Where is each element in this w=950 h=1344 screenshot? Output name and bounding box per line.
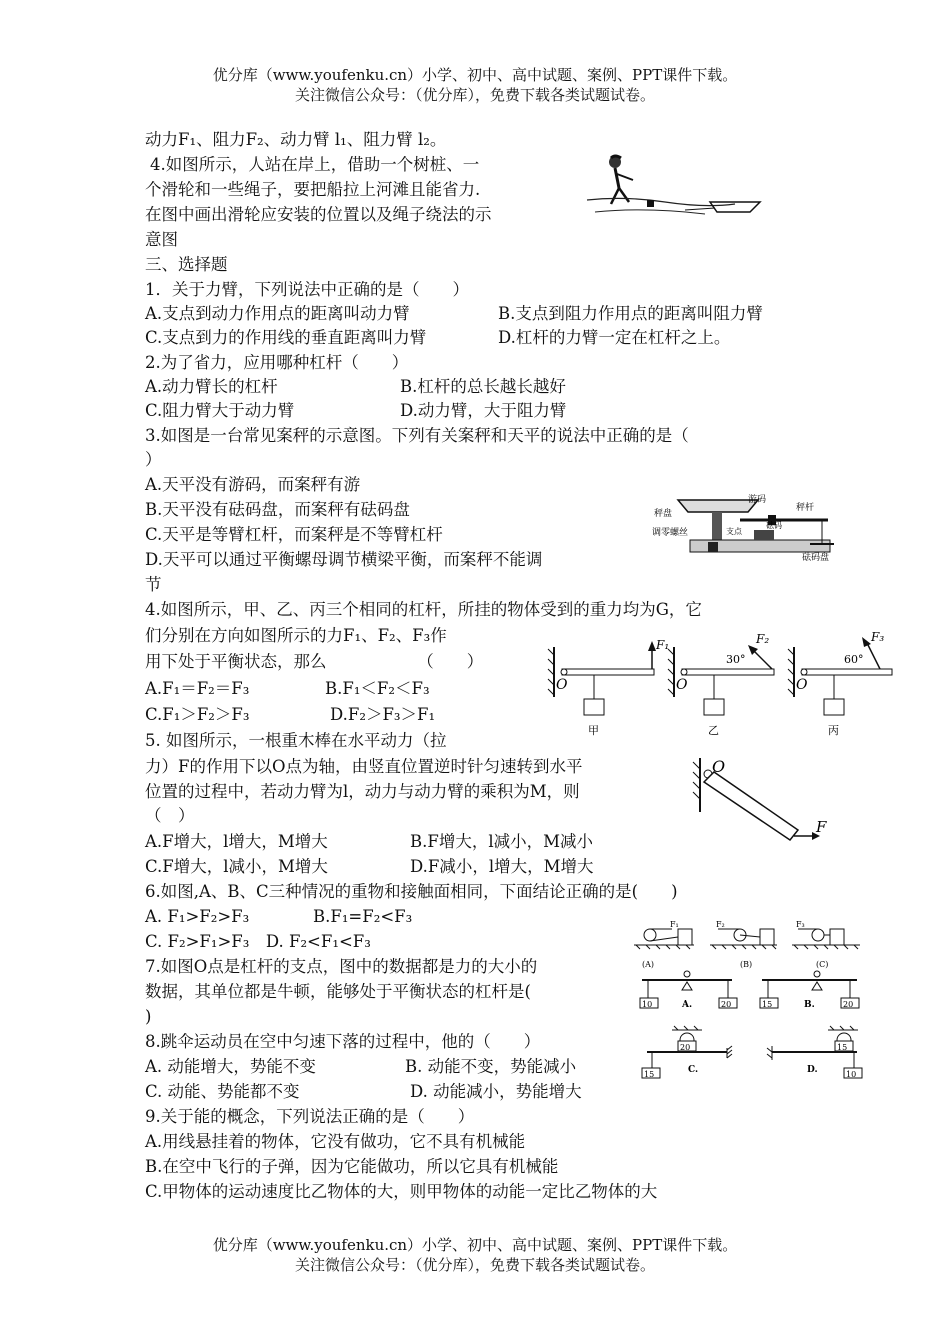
footer-line-1: 优分库（www.youfenku.cn）小学、初中、高中试题、案例、PPT课件下载。 (212, 1236, 738, 1254)
option-d: D.动力臂，大于阻力臂 (400, 401, 567, 420)
option-c: C. 动能、势能都不变 (145, 1082, 300, 1101)
option-a: A. 动能增大，势能不变 (145, 1057, 316, 1076)
lever-b (760, 971, 859, 1010)
text-line: 动力F₁、阻力F₂、动力臂 l₁、阻力臂 l₂。 (145, 130, 447, 149)
option-a: A.用线悬挂着的物体，它没有做功，它不具有机械能 (145, 1132, 526, 1151)
option-d: D.F减小，l增大，M增大 (410, 857, 594, 876)
option-d: D.杠杆的力臂一定在杠杆之上。 (498, 328, 731, 347)
text-line: 个滑轮和一些绳子，要把船拉上河滩且能省力. (145, 180, 481, 199)
label-d: D. (807, 1065, 818, 1075)
weight-c-left: 15 (644, 1070, 655, 1079)
weight-d-top: 15 (837, 1043, 848, 1052)
label-c: (C) (816, 960, 829, 969)
label-c: C. (688, 1065, 699, 1075)
option-d: D.F₂＞F₃＞F₁ (330, 705, 436, 724)
question-6: 6.如图,A、B、C三种情况的重物和接触面相同，下面结论正确的是( ) (145, 882, 678, 901)
rotating-rod-figure (690, 752, 840, 852)
pivot-label: O (796, 677, 808, 693)
question-5: 5. 如图所示，一根重木棒在水平动力（拉 (145, 731, 447, 750)
question-2: 2.为了省力，应用哪种杠杆（ ） (145, 353, 409, 372)
angle-30: 30° (726, 653, 746, 666)
weight-a-right: 20 (721, 1000, 732, 1009)
option-b: B.在空中飞行的子弹，因为它能做功，所以它具有机械能 (145, 1157, 559, 1176)
pulley-figure (632, 917, 862, 972)
boat-figure (585, 152, 765, 227)
option-a: A.天平没有游码，而案秤有游 (145, 475, 361, 494)
label-beam: 秤杆 (796, 503, 815, 513)
weight-c-top: 20 (680, 1043, 691, 1052)
option-d: D. 动能减小，势能增大 (410, 1082, 582, 1101)
weight-a-left: 10 (642, 1000, 653, 1009)
option-a: A.支点到动力作用点的距离叫动力臂 (145, 304, 410, 323)
text-line: 们分别在方向如图所示的力F₁、F₂、F₃作 (145, 626, 447, 645)
caption-yi: 乙 (708, 724, 719, 737)
caption-bing: 丙 (828, 724, 839, 737)
question-9: 9.关于能的概念，下列说法正确的是（ ） (145, 1107, 475, 1126)
pulley-a (634, 920, 694, 969)
question-1: 1．关于力臂，下列说法中正确的是（ ） (145, 280, 469, 299)
text-line: 力）F的作用下以O点为轴，由竖直位置逆时针匀速转到水平 (145, 757, 583, 776)
text-line: ) (145, 1007, 152, 1026)
label-b: (B) (740, 960, 753, 969)
option-b: B.F₁＜F₂＜F₃ (325, 679, 430, 698)
header-line-1: 优分库（www.youfenku.cn）小学、初中、高中试题、案例、PPT课件下载。 (212, 66, 738, 84)
pivot-label: O (556, 677, 568, 693)
lever-a (640, 971, 737, 1010)
weight-b-right: 20 (843, 1000, 854, 1009)
lever-c (642, 1026, 732, 1079)
three-levers-figure (544, 627, 894, 737)
pivot-label: O (676, 677, 688, 693)
text-line: 位置的过程中，若动力臂为l，动力与动力臂的乘积为M，则 (145, 782, 580, 801)
caption-jia: 甲 (588, 724, 599, 737)
question-7: 7.如图O点是杠杆的支点，图中的数据都是力的大小的 (145, 957, 538, 976)
option-b: B.F增大，l减小，M减小 (410, 832, 593, 851)
label-screw: 调零螺丝 (652, 528, 689, 538)
option-a: A.F₁＝F₂＝F₃ (145, 679, 250, 698)
force-label-f1: F₁ (656, 638, 670, 652)
lever-yi (668, 632, 774, 737)
weight-b-left: 15 (762, 1000, 773, 1009)
force-label: F (816, 818, 827, 836)
option-b: B.天平没有砝码盘，而案秤有砝码盘 (145, 500, 410, 519)
label-b: B. (804, 1000, 815, 1010)
force-label-f2: F₂ (756, 632, 770, 646)
option-b: B.F₁=F₂<F₃ (313, 907, 413, 926)
label-slider: 游码 (748, 495, 767, 505)
question-4: 4.如图所示，甲、乙、丙三个相同的杠杆，所挂的物体受到的重力均为G，它 (145, 600, 702, 619)
question-8: 8.跳伞运动员在空中匀速下落的过程中，他的（ ） (145, 1032, 541, 1051)
lever-jia (548, 638, 669, 737)
force-label-f2: F₂ (716, 920, 725, 929)
force-label-f3: F₃ (871, 630, 885, 644)
platform-scale-figure (650, 492, 850, 564)
text-line: 数据，其单位都是牛顿，能够处于平衡状态的杠杆是( (145, 982, 531, 1001)
pulley-b (710, 920, 777, 969)
label-weight: 砝码 (766, 521, 782, 530)
option-c: C.阻力臂大于动力臂 (145, 401, 295, 420)
option-d: D.天平可以通过平衡螺母调节横梁平衡，而案秤不能调 (145, 550, 543, 569)
option-b: B.杠杆的总长越长越好 (400, 377, 566, 396)
weight-d-right: 10 (846, 1070, 857, 1079)
text-line: ） (145, 450, 162, 469)
footer-line-2: 关注微信公众号：（优分库），免费下载各类试题试卷。 (294, 1256, 655, 1274)
text-line: 意图 (145, 230, 178, 249)
question-3: 3.如图是一台常见案秤的示意图。下列有关案秤和天平的说法中正确的是（ (145, 426, 689, 445)
force-label-f1: F₁ (670, 920, 679, 929)
text-line: （ ） (145, 806, 195, 825)
header-line-2: 关注微信公众号：（优分库），免费下载各类试题试卷。 (294, 86, 655, 104)
pulley-c (792, 920, 860, 969)
option-a: A.动力臂长的杠杆 (145, 377, 278, 396)
label-weight-pan: 砝码盘 (802, 553, 830, 563)
label-a: (A) (642, 960, 655, 969)
option-c: C.F₁＞F₂＞F₃ (145, 705, 250, 724)
text-line: 用下处于平衡状态，那么 （ ） (145, 652, 484, 671)
text-line: 在图中画出滑轮应安装的位置以及绳子绕法的示 (145, 205, 492, 224)
label-a: A. (682, 1000, 693, 1010)
option-c: C.天平是等臂杠杆，而案秤是不等臂杠杆 (145, 525, 443, 544)
option-a: A.F增大，l增大，M增大 (145, 832, 328, 851)
balance-levers-figure (632, 968, 872, 1083)
option-c: C.F增大，l减小，M增大 (145, 857, 328, 876)
option-a: A. F₁>F₂>F₃ (145, 907, 250, 926)
pivot-label: O (712, 757, 726, 776)
question-4-text: 4.如图所示，人站在岸上，借助一个树桩、一 (150, 155, 480, 174)
force-label-f3: F₃ (796, 920, 805, 929)
label-pivot: 支点 (726, 527, 742, 536)
angle-60: 60° (844, 653, 864, 666)
lever-bing (788, 630, 892, 737)
option-b: B. 动能不变，势能减小 (405, 1057, 577, 1076)
option-c: C.甲物体的运动速度比乙物体的大，则甲物体的动能一定比乙物体的大 (145, 1182, 658, 1201)
section-heading: 三、选择题 (145, 255, 228, 274)
option-cd: C. F₂>F₁>F₃ D. F₂<F₁<F₃ (145, 932, 371, 951)
text-line: 节 (145, 575, 162, 594)
label-pan: 秤盘 (654, 509, 673, 519)
lever-d (767, 1026, 862, 1079)
option-c: C.支点到力的作用线的垂直距离叫力臂 (145, 328, 427, 347)
option-b: B.支点到阻力作用点的距离叫阻力臂 (498, 304, 763, 323)
